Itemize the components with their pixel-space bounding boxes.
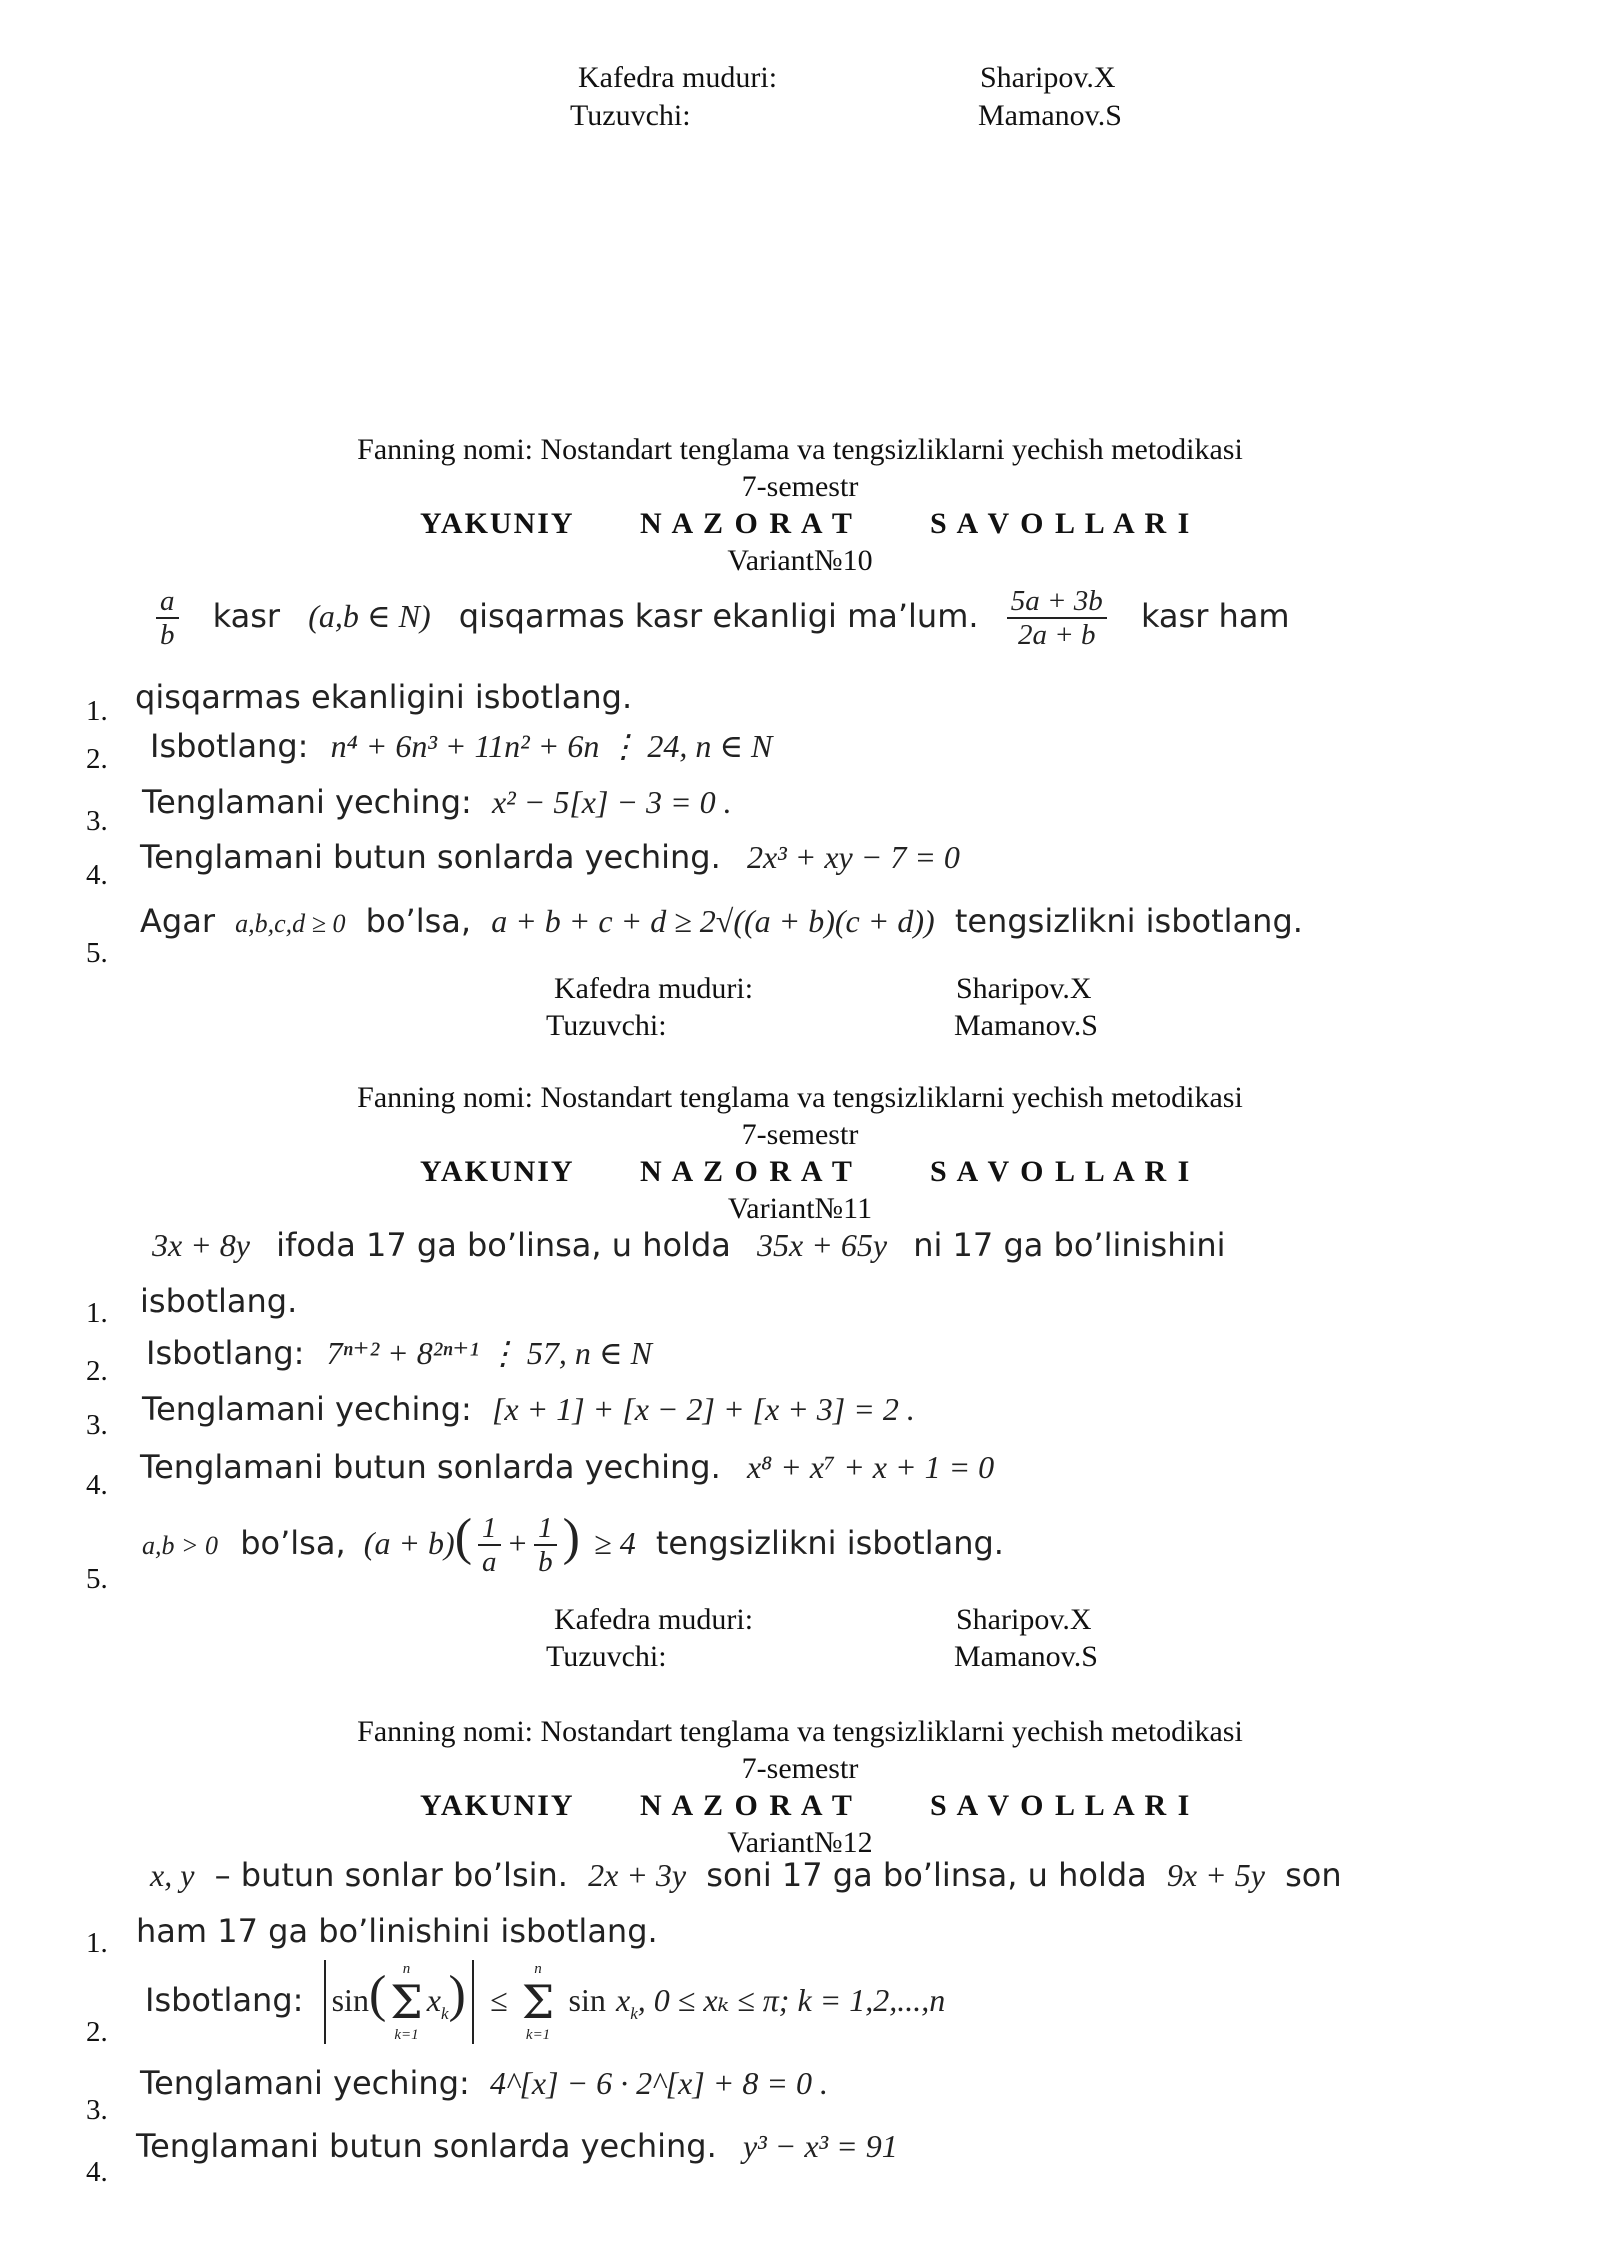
fraction-a-over-b: $\frac{a}{b}$ <box>156 585 179 651</box>
heading-yakuniy: YAKUNIY <box>420 507 575 540</box>
author-label: Tuzuvchi: <box>546 1640 667 1673</box>
absolute-value: sin( n Σ k=1 $x_k$) <box>324 1960 474 2044</box>
author-label: Tuzuvchi: <box>546 1009 667 1042</box>
number-2: 2. <box>86 743 108 775</box>
sigma-icon: n Σ k=1 <box>521 1961 555 2043</box>
author-name: Mamanov.S <box>954 1009 1098 1042</box>
variant-title: Variant№11 <box>727 1192 873 1225</box>
question-2: Isbotlang: sin( n Σ k=1 $x_k$) ≤ n Σ k=1 $\sin x_k$, 0 ≤ xₖ ≤ π; k = 1,2,...,n <box>145 1961 946 2043</box>
number-4: 4. <box>86 1469 108 1501</box>
author-label: Tuzuvchi: <box>570 99 691 132</box>
head-label: Kafedra muduri: <box>578 61 778 94</box>
question-3: Tenglamani yeching: 4^[x] − 6 · 2^[x] + 8 = 0 . <box>140 2064 828 2102</box>
number-1: 1. <box>86 695 108 727</box>
question-1-line-2: qisqarmas ekanligini isbotlang. <box>135 678 633 716</box>
head-label: Kafedra muduri: <box>554 1603 754 1636</box>
semester: 7-semestr <box>741 1752 859 1785</box>
question-5: Agar a,b,c,d ≥ 0 bo’lsa, a + b + c + d ≥ 2√((a + b)(c + d)) tengsizlikni isbotlang. <box>140 902 1303 940</box>
question-1-line-2: ham 17 ga bo’linishini isbotlang. <box>136 1912 658 1950</box>
question-3: Tenglamani yeching: [x + 1] + [x − 2] + [x + 3] = 2 . <box>142 1390 915 1428</box>
question-4: Tenglamani butun sonlarda yeching. x⁸ + x⁷ + x + 1 = 0 <box>140 1448 995 1486</box>
variant-title: Variant№10 <box>727 544 873 577</box>
number-2: 2. <box>86 2016 108 2048</box>
heading-yakuniy: YAKUNIY <box>420 1155 575 1188</box>
subject-title: Fanning nomi: Nostandart tenglama va tengsizliklarni yechish metodikasi <box>357 1715 1243 1748</box>
heading-nazorat: N A Z O R A T <box>640 507 854 540</box>
question-3: Tenglamani yeching: x² − 5[x] − 3 = 0 . <box>142 783 732 821</box>
heading-savollari: S A V O L L A R I <box>930 507 1192 540</box>
question-4: Tenglamani butun sonlarda yeching. 2x³ + xy − 7 = 0 <box>140 838 960 876</box>
head-label: Kafedra muduri: <box>554 972 754 1005</box>
number-3: 3. <box>86 2094 108 2126</box>
semester: 7-semestr <box>741 470 859 503</box>
heading-savollari: S A V O L L A R I <box>930 1789 1192 1822</box>
subject-title: Fanning nomi: Nostandart tenglama va tengsizliklarni yechish metodikasi <box>357 433 1243 466</box>
fraction-1-over-b: $\frac{1}{b}$ <box>534 1512 557 1578</box>
fraction-5a3b-over-2ab: $\frac{5a + 3b}{2a + b}$ <box>1007 585 1107 651</box>
variant-title: Variant№12 <box>727 1826 873 1859</box>
number-1: 1. <box>86 1297 108 1329</box>
heading-nazorat: N A Z O R A T <box>640 1789 854 1822</box>
heading-yakuniy: YAKUNIY <box>420 1789 575 1822</box>
number-5: 5. <box>86 1563 108 1595</box>
head-name: Sharipov.X <box>956 972 1092 1005</box>
fraction-1-over-a: $\frac{1}{a}$ <box>478 1512 501 1578</box>
author-name: Mamanov.S <box>978 99 1122 132</box>
number-4: 4. <box>86 2156 108 2188</box>
question-1-line-2: isbotlang. <box>140 1282 298 1320</box>
question-1-line-1: $\frac{a}{b}$ kasr (a,b ∈ N) qisqarmas kasr ekanligi ma’lum. $\frac{5a + 3b}{2a + b}$ kasr ham <box>150 585 1290 651</box>
heading-savollari: S A V O L L A R I <box>930 1155 1192 1188</box>
sigma-icon: n Σ k=1 <box>390 1961 423 2043</box>
question-2: Isbotlang: n⁴ + 6n³ + 11n² + 6n ⋮ 24, n ∈ N <box>150 727 773 765</box>
number-3: 3. <box>86 1409 108 1441</box>
question-1-line-1: x, y – butun sonlar bo’lsin. 2x + 3y soni 17 ga bo’linsa, u holda 9x + 5y son <box>150 1856 1342 1894</box>
number-1: 1. <box>86 1927 108 1959</box>
question-4: Tenglamani butun sonlarda yeching. y³ − x³ = 91 <box>136 2127 898 2165</box>
author-name: Mamanov.S <box>954 1640 1098 1673</box>
semester: 7-semestr <box>741 1118 859 1151</box>
number-4: 4. <box>86 859 108 891</box>
number-5: 5. <box>86 937 108 969</box>
number-2: 2. <box>86 1355 108 1387</box>
head-name: Sharipov.X <box>980 61 1116 94</box>
question-1-line-1: 3x + 8y ifoda 17 ga bo’linsa, u holda 35x + 65y ni 17 ga bo’linishini <box>152 1226 1226 1264</box>
head-name: Sharipov.X <box>956 1603 1092 1636</box>
question-2: Isbotlang: 7ⁿ⁺² + 8²ⁿ⁺¹ ⋮ 57, n ∈ N <box>146 1334 652 1372</box>
subject-title: Fanning nomi: Nostandart tenglama va tengsizliklarni yechish metodikasi <box>357 1081 1243 1114</box>
question-5: a,b > 0 bo’lsa, (a + b)( $\frac{1}{a}$ + $\frac{1}{b}$ ) ≥ 4 tengsizlikni isbotlang. <box>142 1509 1004 1578</box>
number-3: 3. <box>86 805 108 837</box>
heading-nazorat: N A Z O R A T <box>640 1155 854 1188</box>
